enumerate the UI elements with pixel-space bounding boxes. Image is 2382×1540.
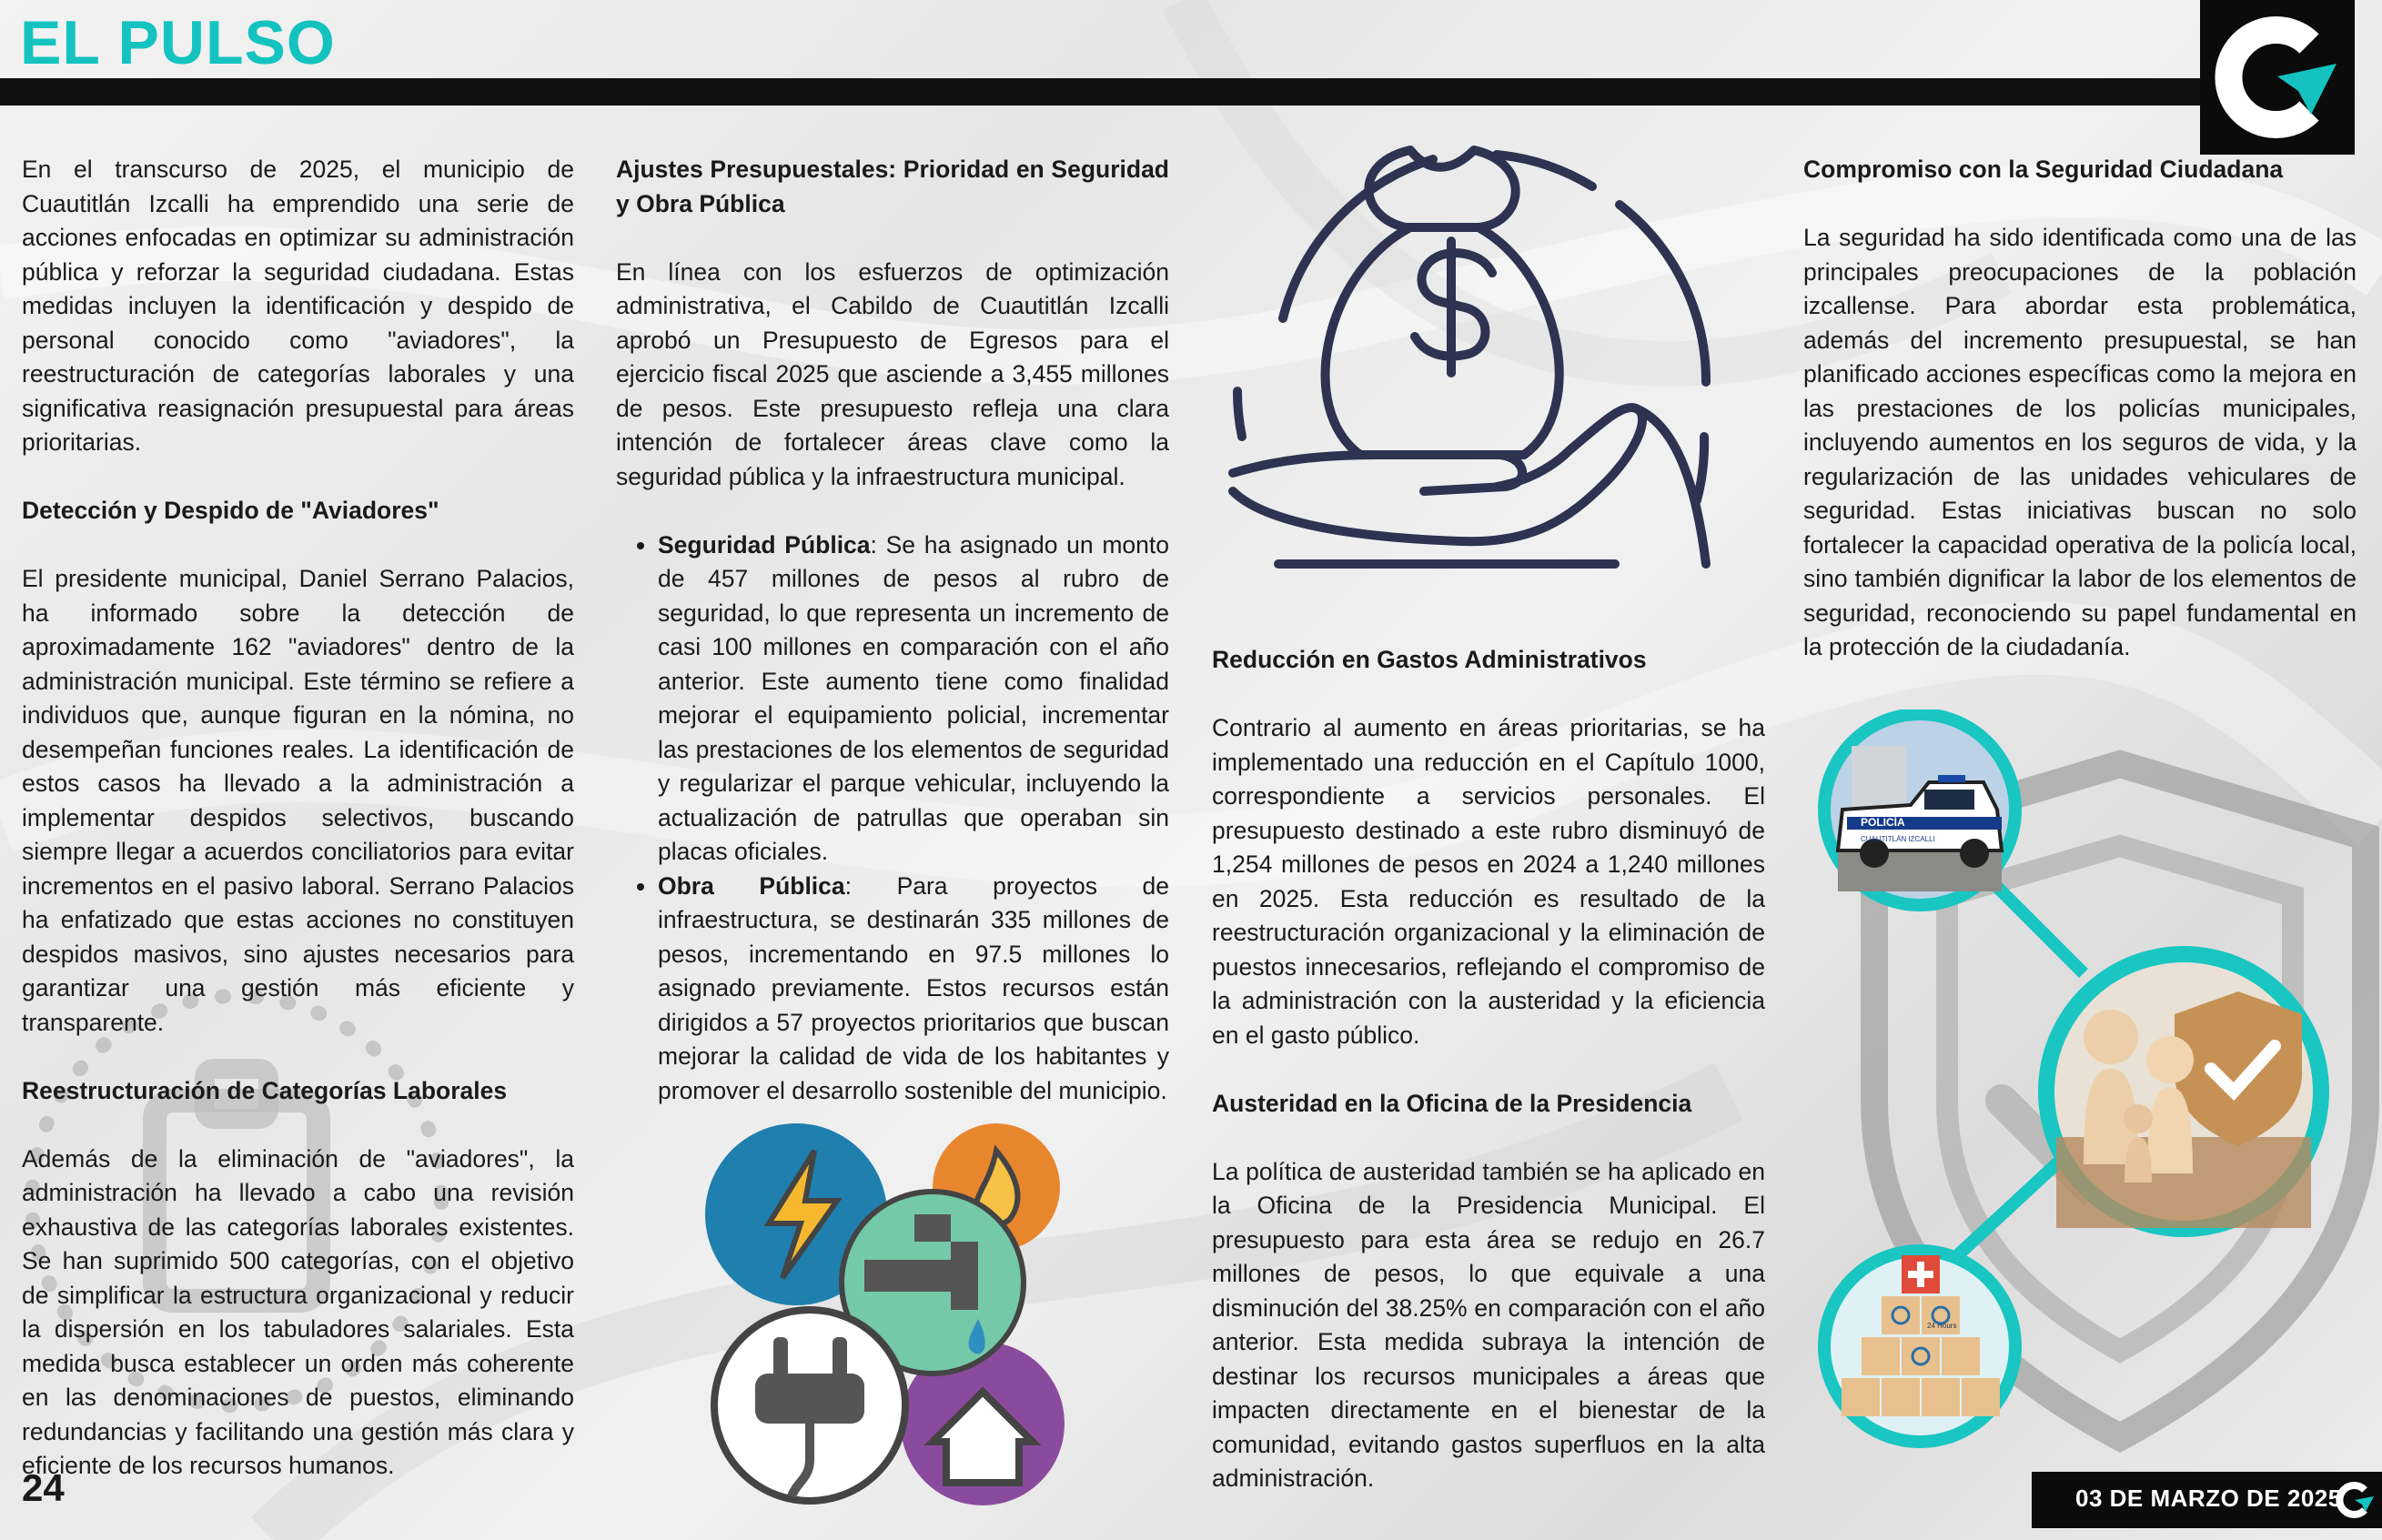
patrol-sublabel: CUAUTITLÁN IZCALLI [1861,835,1935,843]
heading-aviadores: Detección y Despido de "Aviadores" [22,497,439,524]
date-banner [2032,1472,2382,1528]
publication-logo [2200,0,2355,155]
page-number: 24 [22,1466,65,1509]
bullet-title: Seguridad Pública [658,530,871,559]
family-photo-circle [2038,946,2329,1237]
police-photo-circle [1818,710,2022,911]
ajustes-paragraph: En línea con los esfuerzos de optimización administrativa, el Cabildo de Cuautitlán Izcalli aprobó un Presupuesto de Egresos para el ejercicio fiscal 2025 que asciende a 3,455 millones de pesos. Este presupuesto refleja una clara intención de fortalecer áreas clave como la seguridad pública y la infraestructura municipal. [616,257,1169,490]
categorias-paragraph: Además de la eliminación de "aviadores", la administración ha llevado a cabo una revisión exhaustiva de las categorías laborales existentes. Se han suprimido 500 categorías, con el objetivo de simplificar la estructura organizacional y reducir la dispersión en los tabuladores salariales. Esta medida busca establecer un orden más coherente en las denominaciones de puestos, eliminando redundancias y facilitando una gestión más clara y eficiente de los recursos humanos. [22,1144,574,1479]
heading-ajustes: Ajustes Presupuestales: Prioridad en Seguridad y Obra Pública [616,156,1169,217]
column-1 [22,153,574,1517]
heading-categorias: Reestructuración de Categorías Laborales [22,1076,508,1104]
list-item [658,870,1169,1109]
blocks-label: 24 Hours [1927,1322,1957,1330]
c-logo-icon [2200,0,2355,155]
patrol-label: POLICÍA [1861,816,1905,829]
utilities-illustration [705,1114,1105,1515]
reduccion-paragraph: Contrario al aumento en áreas prioritarias, se ha implementado una reducción en el Capítulo 1000, correspondiente a servicios personales. El presupuesto destinado a este rubro disminuyó de 1,254 millones de pesos en 2024 a 1,240 millones en 2025. Esta reducción es resultado de la reestructuración organizacional y la eliminación de puestos innecesarios, reflejando el compromiso de la administración con la austeridad y la eficiencia en el gasto público. [1212,714,1765,1049]
aviadores-paragraph: El presidente municipal, Daniel Serrano Palacios, ha informado sobre la detección de aproximadamente 162 "aviadores" dentro de la administración municipal. Este término se refiere a individuos que, aunque figuran en la nómina, no desempeñan funciones reales. La identificación de estos casos ha llevado a la administración a implementar despidos selectivos, buscando siempre llegar a acuerdos conciliatorios para evitar incrementos en el pasivo laboral. Serrano Palacios ha enfatizado que estas acciones no constituyen despidos masivos, sino ajustes necesarios para garantizar una gestión más eficiente y transparente. [22,565,574,1036]
intro-paragraph: En el transcurso de 2025, el municipio de Cuautitlán Izcalli ha emprendido una serie de acciones enfocadas en optimizar su administración pública y reforzar la seguridad ciudadana. Estas medidas incluyen la identificación y despido de personal conocido como "aviadores", la reestructuración de categorías laborales y una significativa reasignación presupuestal para áreas prioritarias. [22,156,574,456]
bullet-text: : Se ha asignado un monto de 457 millones de pesos al rubro de seguridad, lo que representa un incremento de casi 100 millones en comparación con el año anterior. Este aumento tiene como finalidad mejorar el equipamiento policial, incrementar las prestaciones de los elementos de seguridad y regularizar el parque vehicular, incluyendo la actualización de patrullas que operaban sin placas oficiales. [658,530,1169,865]
issue-date: 03 DE MARZO DE 2025 [2075,1485,2342,1512]
heading-reduccion: Reducción en Gastos Administrativos [1212,646,1647,673]
security-shield-illustration [1811,710,2382,1474]
compromiso-paragraph: La seguridad ha sido identificada como una de las principales preocupaciones de la población izcallense. Para abordar esta problemática, además del incremento presupuestal, se han planificado acciones específicas como la mejora en las prestaciones de los policías municipales, incluyendo aumentos en los seguros de vida, y la regularización de las unidades vehiculares de seguridad. Estas iniciativas buscan no solo fortalecer la capacidad operativa de la policía local, sino también dignificar la labor de los elementos de seguridad, reconociendo su papel fundamental en la protección de la ciudadanía. [1803,224,2357,660]
column-4 [1803,153,2357,699]
bullet-text: : Para proyectos de infraestructura, se destinarán 335 millones de pesos, incrementando en 97.5 millones lo asignado previamente. Estos recursos están dirigidos a 57 proyectos prioritarios que buscan mejorar la calidad de vida de los habitantes y promover el desarrollo sostenible del municipio. [658,871,1169,1104]
budget-bullet-list [616,528,1169,1109]
heading-austeridad: Austeridad en la Oficina de la Presidencia [1212,1089,1692,1117]
header-bar [0,78,2211,106]
health-blocks-photo-circle [1818,1244,2022,1448]
bullet-title: Obra Pública [658,871,845,900]
heading-compromiso: Compromiso con la Seguridad Ciudadana [1803,156,2284,183]
austeridad-paragraph: La política de austeridad también se ha aplicado en la Oficina de la Presidencia Municipal. El presupuesto para esta área se redujo en 26.7 millones de pesos, lo que equivale a una disminución del 38.25% en comparación con el año anterior. Esta medida subraya la intención de destinar los recursos municipales a áreas que impacten directamente en el bienestar de la comunidad, evitando gastos superfluos en la alta administración. [1212,1157,1765,1492]
column-2 [616,153,1169,1108]
list-item [658,528,1169,870]
money-bag-hand-illustration [1224,136,1733,646]
column-3 [1212,643,1765,1530]
c-logo-small-icon [2332,1477,2377,1523]
masthead-title: EL PULSO [20,8,336,77]
